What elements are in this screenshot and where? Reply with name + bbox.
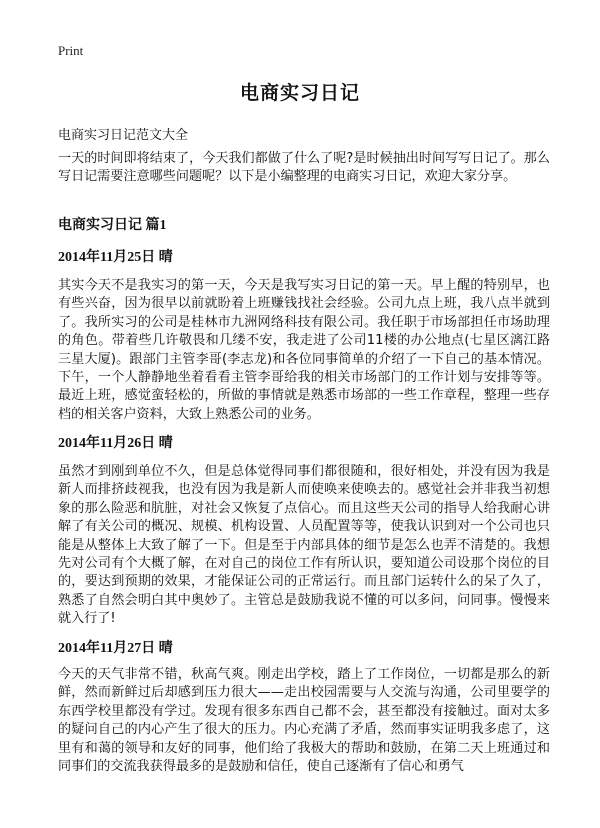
page-subtitle: 电商实习日记范文大全 [58,128,189,143]
entry-date: 2014年11月26日 晴 [58,436,173,451]
entry-paragraph: 其实今天不是我实习的第一天，今天是我写实习日记的第一天。早上醒的特别早，也有些兴奋，因为很早以前就盼着上班赚钱找社会经验。公司九点上班，我八点半就到了。我所实习的公司是桂林市九洲网络科技有限公司。我任职于市场部担任市场助理的角色。带着些几许敬畏和几缕不安，我走进了公司11楼的办公地点(七星区漓江路三星大厦)。跟部门主管李哥(李志龙)和各位同事简单的介绍了一下自己的基本情况。下午，一个人静静地坐着看看主管李哥给我的相关市场部门的工作计划与安排等等。最近上班，感觉蛮轻松的，所做的事情就是熟悉市场部的一些工作章程，整理一些存档的相关客户资料，大致上熟悉公司的业务。 [58,278,550,422]
intro-paragraph: 一天的时间即将结束了，今天我们都做了什么了呢?是时候抽出时间写写日记了。那么写日记需要注意哪些问题呢？以下是小编整理的电商实习日记，欢迎大家分享。 [58,151,550,185]
entry-date: 2014年11月27日 晴 [58,641,173,656]
article-heading: 电商实习日记 篇1 [58,218,167,233]
entry-paragraph: 虽然才到刚到单位不久，但是总体觉得同事们都很随和，很好相处，并没有因为我是新人而排挤歧视我，也没有因为我是新人而使唤来使唤去的。感觉社会并非我当初想象的那么险恶和肮脏，对社会又恢复了点信心。而且这些天公司的指导人给我耐心讲解了有关公司的概况、规模、机构设置、人员配置等等，使我认识到对一个公司也只能是从整体上大致了解了一下。但是至于内部具体的细节是怎么也弄不清楚的。我想先对公司有个大概了解，在对自己的岗位工作有所认识，要知道公司设那个岗位的目的，要达到预期的效果，才能保证公司的正常运行。而且部门运转什么的呆了久了，熟悉了自然会明白其中奥妙了。主管总是鼓励我说不懂的可以多问，问同事。慢慢来就入行了! [58,464,550,627]
print-link[interactable]: Print [58,43,84,58]
entry-paragraph: 今天的天气非常不错，秋高气爽。刚走出学校，踏上了工作岗位，一切都是那么的新鲜，然而新鲜过后却感到压力很大——走出校园需要与人交流与沟通，公司里要学的东西学校里都没有学过。发现有很多东西自己都不会，甚至都没有接触过。面对太多的疑问自己的内心产生了很大的压力。内心充满了矛盾，然而事实证明我多虑了，这里有和蔼的领导和友好的同事，他们给了我极大的帮助和鼓励，在第二天上班通过和同事们的交流我获得最多的是鼓励和信任，使自己逐渐有了信心和勇气 [58,667,550,775]
page-title: 电商实习日记 [239,82,360,104]
entry-date: 2014年11月25日 晴 [58,250,173,265]
